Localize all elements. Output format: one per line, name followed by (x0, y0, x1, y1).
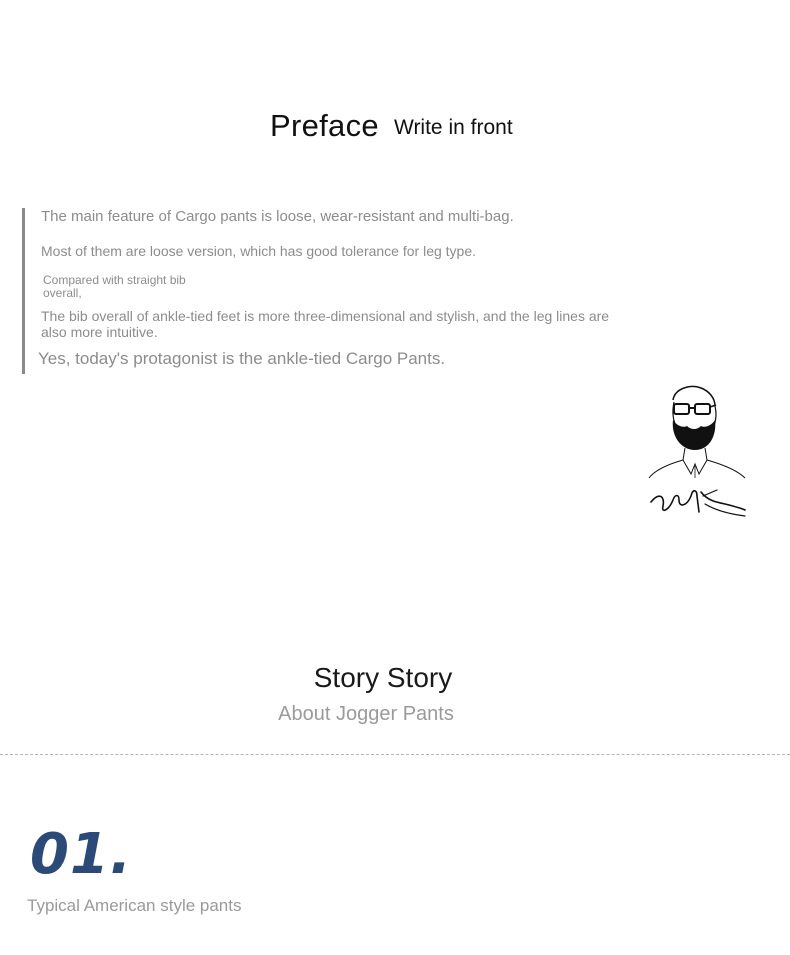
quote-line-1: The main feature of Cargo pants is loose, wear-resistant and multi-bag. (41, 208, 514, 225)
section-number: 01. (30, 822, 133, 887)
preface-title: Preface (270, 108, 379, 143)
quote-line-2: Most of them are loose version, which has good tolerance for leg type. (41, 243, 477, 259)
section-divider (0, 754, 790, 755)
portrait-sketch-icon (645, 382, 749, 524)
quote-line-5: Yes, today's protagonist is the ankle-tied Cargo Pants. (38, 349, 446, 368)
section-caption: Typical American style pants (27, 896, 242, 915)
quote-bar (22, 208, 25, 374)
preface-subtitle: Write in front (394, 116, 513, 139)
story-subtitle: About Jogger Pants (278, 703, 454, 725)
story-title: Story Story (313, 662, 453, 693)
quote-line-4: The bib overall of ankle-tied feet is more three-dimensional and stylish, and the leg lines are also more intuitive. (41, 308, 610, 340)
quote-line-3: Compared with straight bib overall, (43, 273, 186, 300)
